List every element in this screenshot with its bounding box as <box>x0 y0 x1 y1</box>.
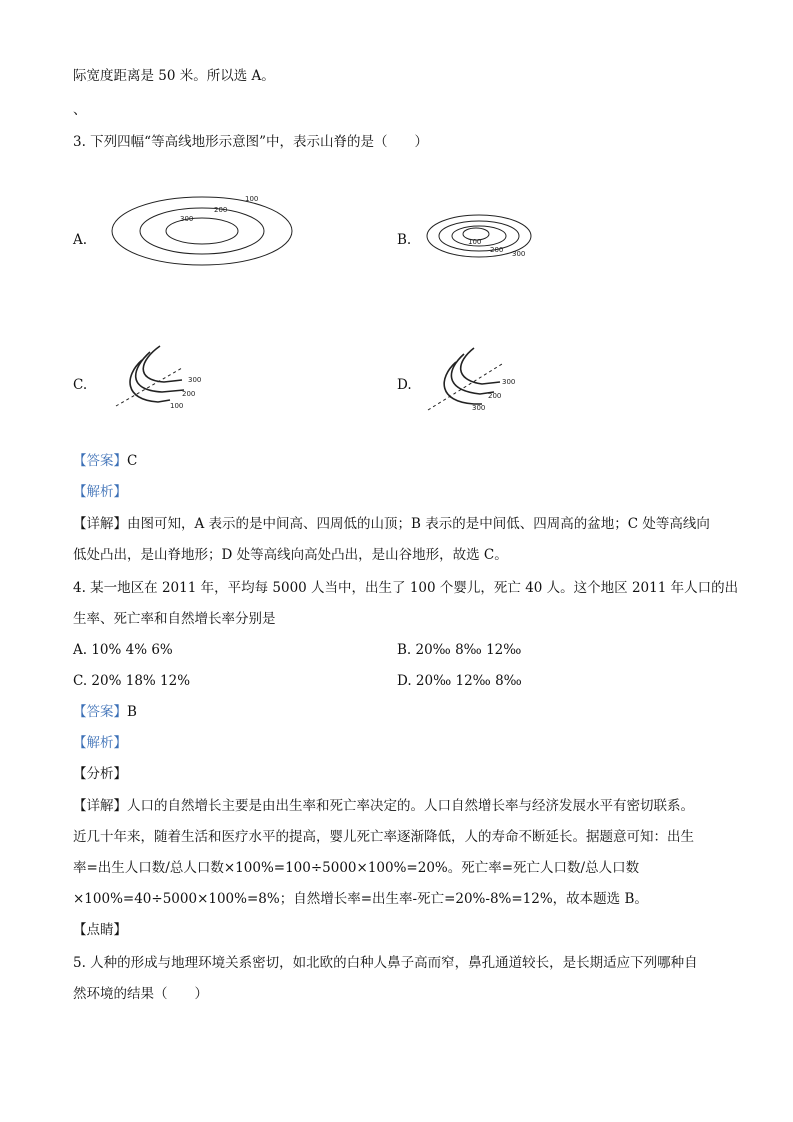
question-5-line-2: 然环境的结果（ ） <box>73 986 208 1002</box>
contour-label: 200 <box>214 206 228 214</box>
answer-tag: 【答案】 <box>73 453 127 469</box>
detail-4-line-3: 率=出生人口数/总人口数×100%=100÷5000×100%=20%。死亡率=死亡人口数/总人口数 <box>73 860 640 876</box>
text-line: 、 <box>73 102 87 118</box>
analysis-tag: 【解析】 <box>73 735 127 751</box>
option-a-label: A. <box>73 232 88 248</box>
detail-3-line-2: 低处凸出，是山脊地形；D 处等高线向高处凸出，是山谷地形，故选 C。 <box>73 547 508 563</box>
figure-d-valley <box>424 342 534 414</box>
answer-4 <box>73 702 137 722</box>
contour-label: 100 <box>245 195 259 203</box>
detail-tag: 【详解】 <box>73 516 127 532</box>
contour-label: 200 <box>182 390 196 398</box>
option-c-label: C. <box>73 377 88 393</box>
option-b-label: B. <box>397 232 412 248</box>
question-3: 3. 下列四幅“等高线地形示意图”中，表示山脊的是（ ） <box>73 134 428 150</box>
figure-b-basin <box>424 210 544 265</box>
option-b: B. 20‰ 8‰ 12‰ <box>397 642 522 658</box>
contour-label: 200 <box>490 246 504 254</box>
contour-label: 300 <box>472 404 486 412</box>
detail-text: 由图可知，A 表示的是中间高、四周低的山顶；B 表示的是中间低、四周高的盆地；C 处等高线向 <box>127 516 710 532</box>
detail-text: 人口的自然增长主要是由出生率和死亡率决定的。人口自然增长率与经济发展水平有密切联系。 <box>127 798 694 814</box>
contour-label: 300 <box>188 376 202 384</box>
answer-tag: 【答案】 <box>73 704 127 720</box>
question-4-line-1: 4. 某一地区在 2011 年，平均每 5000 人当中，出生了 100 个婴儿，死亡 40 人。这个地区 2011 年人口的出 <box>73 580 739 596</box>
detail-4-line-1 <box>73 796 694 816</box>
contour-label: 300 <box>180 215 194 223</box>
dianjing-tag: 【点睛】 <box>73 922 127 938</box>
detail-tag: 【详解】 <box>73 798 127 814</box>
fenxi-tag: 【分析】 <box>73 766 127 782</box>
contour-label: 200 <box>488 392 502 400</box>
option-d-label: D. <box>397 377 412 393</box>
detail-4-line-4: ×100%=40÷5000×100%=8%；自然增长率=出生率-死亡=20%-8%=12%，故本题选 B。 <box>73 891 648 907</box>
analysis-tag: 【解析】 <box>73 484 127 500</box>
option-a: A. 10% 4% 6% <box>73 642 173 658</box>
figure-a-summit <box>110 192 300 272</box>
option-c: C. 20% 18% 12% <box>73 673 191 689</box>
question-4-line-2: 生率、死亡率和自然增长率分别是 <box>73 611 276 627</box>
contour-label: 300 <box>502 378 516 386</box>
contour-label: 300 <box>512 250 526 258</box>
answer-value: B <box>127 704 137 720</box>
detail-4-line-2: 近几十年来，随着生活和医疗水平的提高，婴儿死亡率逐渐降低，人的寿命不断延长。据题意可知：出生 <box>73 829 694 845</box>
detail-3-line-1 <box>73 514 710 534</box>
answer-value: C <box>127 453 138 469</box>
figure-c-ridge <box>112 342 222 412</box>
text-line: 际宽度距离是 50 米。所以选 A。 <box>73 68 275 84</box>
contour-label: 100 <box>468 238 482 246</box>
contour-label: 100 <box>170 402 184 410</box>
option-d: D. 20‰ 12‰ 8‰ <box>397 673 522 689</box>
answer-3 <box>73 451 137 471</box>
question-5-line-1: 5. 人种的形成与地理环境关系密切，如北欧的白种人鼻子高而窄，鼻孔通道较长，是长期适应下列哪种自 <box>73 955 698 971</box>
